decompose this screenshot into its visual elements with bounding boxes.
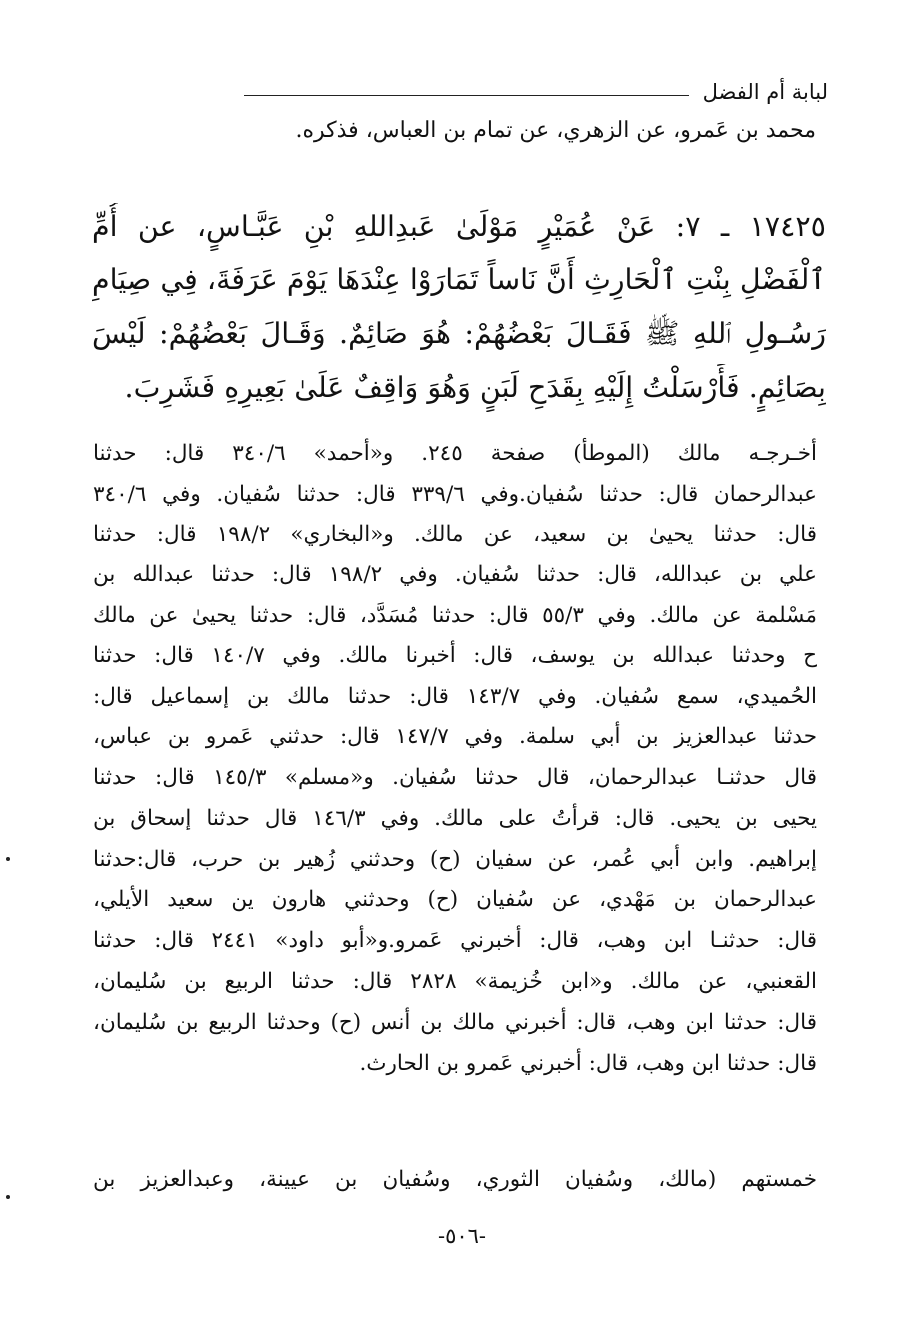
commentary-line: عبدالرحمان قال: حدثنا سُفيان.وفي ٣٣٩/٦ قال: حدثنا سُفيان. وفي ٣٤٠/٦ (93, 482, 817, 507)
commentary-line: علي بن عبدالله، قال: حدثنا سُفيان. وفي ١٩٨/٢ قال: حدثنا عبدالله بن (93, 562, 817, 587)
scan-speck (6, 857, 10, 861)
commentary-line: قال: حدثنـا ابن وهب، قال: أخبرني عَمرو.و«أبو داود» ٢٤٤١ قال: حدثنا (93, 928, 817, 953)
commentary-line: الحُميدي، سمع سُفيان. وفي ١٤٣/٧ قال: حدثنا مالك بن إسماعيل قال: (93, 684, 817, 709)
commentary-line: قال: حدثنا يحيىٰ بن سعيد، عن مالك. و«البخاري» ١٩٨/٢ قال: حدثنا (93, 522, 817, 547)
commentary-line: عبدالرحمان بن مَهْدي، عن سُفيان (ح) وحدثني هارون ين سعيد الأيلي، (93, 887, 817, 912)
hadith-line: رَسُـولِ ٱللهِ ﷺ فَقَـالَ بَعْضُهُمْ: هُوَ صَائِمٌ. وَقَـالَ بَعْضُهُمْ: لَيْسَ (92, 317, 826, 350)
hadith-line: بِصَائِمٍ. فَأَرْسَلْتُ إِلَيْهِ بِقَدَحِ لَبَنٍ وَهُوَ وَاقِفٌ عَلَىٰ بَعِيرِهِ فَشَرِبَ. (124, 371, 826, 404)
commentary-line: إبراهيم. وابن أبي عُمر، عن سفيان (ح) وحدثني زُهير بن حرب، قال:حدثنا (93, 847, 817, 872)
running-header-title: لبابة أم الفضل (702, 80, 828, 104)
carryover-line: محمد بن عَمرو، عن الزهري، عن تمام بن العباس، فذكره. (295, 118, 816, 143)
header-rule (244, 95, 689, 96)
commentary-line: مَسْلمة عن مالك. وفي ٥٥/٣ قال: حدثنا مُسَدَّد، قال: حدثنا يحيىٰ عن مالك (93, 603, 817, 628)
scan-speck (6, 1195, 10, 1199)
commentary-line: أخـرجـه مالك (الموطأ) صفحة ٢٤٥. و«أحمد» ٣٤٠/٦ قال: حدثنا (93, 441, 817, 466)
commentary-line: يحيى بن يحيى. قال: قرأتُ على مالك. وفي ١٤٦/٣ قال حدثنا إسحاق بن (93, 806, 817, 831)
commentary-line: قال: حدثنا ابن وهب، قال: أخبرني عَمرو بن الحارث. (359, 1051, 817, 1076)
commentary-line: حدثنا عبدالعزيز بن أبي سلمة. وفي ١٤٧/٧ قال: حدثني عَمرو بن عباس، (93, 724, 817, 749)
commentary-line: قال حدثنـا عبدالرحمان، قال حدثنا سُفيان. و«مسلم» ١٤٥/٣ قال: حدثنا (93, 765, 817, 790)
commentary-line: القعنبي، عن مالك. و«ابن خُزيمة» ٢٨٢٨ قال: حدثنا الربيع بن سُليمان، (93, 969, 817, 994)
commentary-line: قال: حدثنا ابن وهب، قال: أخبرني مالك بن أنس (ح) وحدثنا الربيع بن سُليمان، (93, 1010, 817, 1035)
hadith-line: ٱلْفَضْلِ بِنْتِ ٱلْحَارِثِ أَنَّ نَاساً تَمَارَوْا عِنْدَهَا يَوْمَ عَرَفَةَ، فِي صِيَامِ (92, 263, 826, 296)
page-number: -٥٠٦- (437, 1224, 487, 1248)
footer-text-line: خمستهم (مالك، وسُفيان الثوري، وسُفيان بن عيينة، وعبدالعزيز بن (93, 1167, 817, 1192)
commentary-line: ح وحدثنا عبدالله بن يوسف، قال: أخبرنا مالك. وفي ١٤٠/٧ قال: حدثنا (93, 643, 817, 668)
hadith-line: ١٧٤٢٥ ـ ٧: عَنْ عُمَيْرٍ مَوْلَىٰ عَبدِاللهِ بْنِ عَبَّـاسٍ، عن أُمِّ (92, 210, 826, 243)
running-header (244, 80, 828, 104)
